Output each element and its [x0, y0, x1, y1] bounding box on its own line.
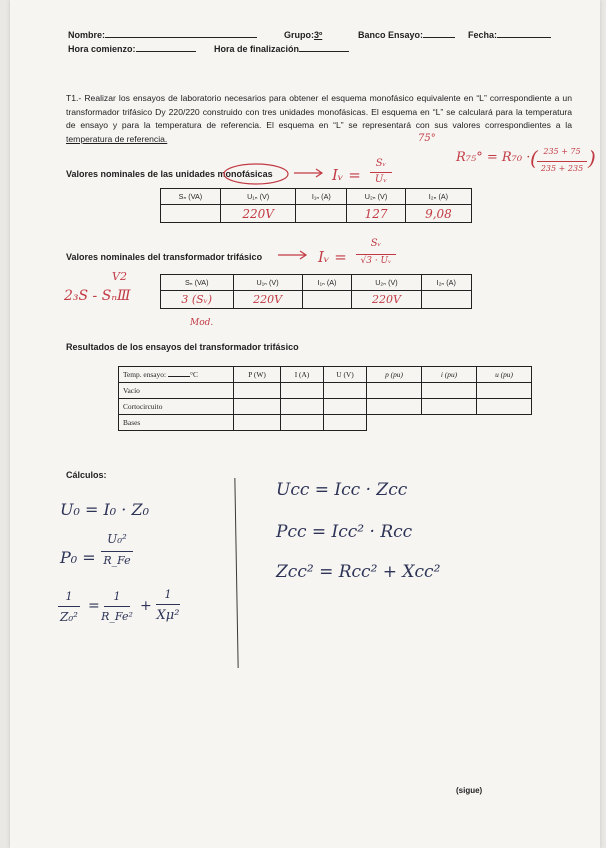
- results-table: [118, 366, 532, 431]
- calc-left-eq2-num: U₀²: [107, 532, 127, 546]
- tri-header-i1n: I₁ₙ (A): [302, 275, 352, 291]
- results-cell[interactable]: [234, 415, 281, 431]
- calc-left-eq3-c-num: 1: [164, 588, 172, 601]
- iv-tri-num: Sᵥ: [370, 238, 382, 249]
- results-header-u-pu: u (pu): [477, 367, 532, 383]
- calc-left-eq3-a-bar: [58, 606, 80, 607]
- nombre-label: Nombre:: [68, 30, 257, 40]
- grupo-value: 3º: [314, 30, 323, 40]
- tri-cell-i2n[interactable]: [421, 291, 471, 309]
- tri-section-title: Valores nominales del transformador trifásico: [66, 252, 263, 262]
- handwritten-temp-note: 75°: [418, 133, 436, 144]
- side-note: 2₃S - SₙⅢ: [64, 288, 131, 304]
- r75-numerator: 235 + 75: [543, 147, 581, 156]
- iv-mono-den: Uᵥ: [374, 174, 388, 185]
- temp-ensayo-cell[interactable]: Temp. ensayo: °C: [119, 367, 234, 383]
- sigue-note: (sigue): [456, 786, 483, 795]
- tri-cell-u1n[interactable]: 220V: [233, 291, 302, 309]
- circle-annotation-monofasicas: [222, 162, 290, 186]
- calc-right-eq3: Zcc² = Rcc² + Xcc²: [276, 562, 441, 582]
- results-cell[interactable]: [477, 383, 532, 399]
- results-header-p-pu: p (pu): [367, 367, 422, 383]
- arrow-icon: [292, 166, 326, 180]
- results-cell[interactable]: [422, 399, 477, 415]
- calculos-label: Cálculos:: [66, 470, 107, 480]
- mono-cell-u2n[interactable]: 127: [347, 205, 406, 223]
- tri-header-u1n: U₁ₙ (V): [233, 275, 302, 291]
- results-header-i: I (A): [281, 367, 324, 383]
- fecha-label: Fecha:: [468, 30, 551, 40]
- mono-header-u2n: U₂ₙ (V): [347, 189, 406, 205]
- results-cell[interactable]: [477, 399, 532, 415]
- mono-cell-sn[interactable]: [161, 205, 221, 223]
- calc-left-eq2-bar: [101, 551, 133, 552]
- side-note-top: V2: [112, 270, 127, 283]
- results-header-i-pu: i (pu): [422, 367, 477, 383]
- calc-left-eq1: U₀ = I₀ · Z₀: [60, 500, 149, 519]
- tri-cell-i1n[interactable]: [302, 291, 352, 309]
- mono-header-sn: Sₙ (VA): [161, 189, 221, 205]
- results-cell[interactable]: [324, 399, 367, 415]
- calc-left-eq2-den: R_Fe: [103, 554, 131, 567]
- results-cell[interactable]: [324, 383, 367, 399]
- calc-left-eq3-plus: +: [140, 598, 152, 614]
- tri-cell-u2n[interactable]: 220V: [352, 291, 421, 309]
- results-cell[interactable]: [422, 383, 477, 399]
- grupo-label: Grupo:3º: [284, 30, 348, 40]
- mono-cell-i2n[interactable]: 9,08: [405, 205, 471, 223]
- results-section-title: Resultados de los ensayos del transformador trifásico: [66, 342, 299, 352]
- r75-fraction-bar: [537, 161, 587, 162]
- r75-close-paren: ): [588, 146, 596, 170]
- tri-header-sn: Sₙ (VA): [161, 275, 234, 291]
- results-cell[interactable]: [367, 383, 422, 399]
- mono-header-i2n: I₂ₙ (A): [405, 189, 471, 205]
- mono-section-title: Valores nominales de las unidades monofásicas: [66, 169, 273, 179]
- iv-mono-lhs: Iᵥ =: [332, 166, 361, 184]
- results-cell[interactable]: [234, 399, 281, 415]
- mono-header-i1n: I₁ₙ (A): [296, 189, 347, 205]
- tri-header-i2n: I₂ₙ (A): [421, 275, 471, 291]
- r75-denominator: 235 + 235: [540, 164, 584, 173]
- results-cell[interactable]: [367, 399, 422, 415]
- r75-formula-lhs: R₇₅° = R₇₀ ·: [456, 150, 531, 165]
- results-row-vacio: Vacío: [119, 383, 234, 399]
- iv-mono-fraction-bar: [370, 172, 392, 173]
- mod-note: Mod.: [190, 318, 214, 328]
- iv-mono-num: Sᵥ: [375, 158, 387, 169]
- calc-left-eq3-a-den: Z₀²: [60, 610, 78, 624]
- results-cell[interactable]: [234, 383, 281, 399]
- results-cell[interactable]: [281, 383, 324, 399]
- banco-ensayo-label: Banco Ensayo:: [358, 30, 455, 40]
- calc-left-eq3-equals: =: [88, 598, 100, 614]
- tri-cell-sn[interactable]: 3 (Sᵥ): [161, 291, 234, 309]
- r75-open-paren: (: [530, 146, 538, 170]
- tri-nominal-table: [160, 274, 472, 309]
- mono-cell-u1n[interactable]: 220V: [220, 205, 296, 223]
- iv-tri-fraction-bar: [356, 254, 396, 255]
- results-header-p: P (W): [234, 367, 281, 383]
- hora-comienzo-label: Hora comienzo:: [68, 44, 196, 54]
- hora-finalizacion-label: Hora de finalización: [214, 44, 349, 54]
- calc-left-eq3-b-num: 1: [113, 590, 121, 603]
- calc-left-eq3-c-den: Xμ²: [156, 608, 180, 623]
- calc-right-eq1: Ucc = Icc · Zcc: [276, 480, 408, 500]
- mono-header-u1n: U₁ₙ (V): [220, 189, 296, 205]
- results-header-u: U (V): [324, 367, 367, 383]
- calc-left-eq3-a-num: 1: [65, 590, 73, 603]
- calc-left-eq3-b-bar: [104, 606, 130, 607]
- tri-header-u2n: U₂ₙ (V): [352, 275, 421, 291]
- calc-right-eq2: Pcc = Icc² · Rcc: [276, 522, 413, 542]
- results-cell[interactable]: [281, 415, 324, 431]
- calc-left-eq2-lhs: P₀ =: [60, 548, 96, 567]
- task-description: T1.- Realizar los ensayos de laboratorio necesarios para obtener el esquema monofásico equivalente en “L” correspondiente a un transformador trifásico Dy 220/220 construido con tres unidades monofásicas. El esquema en “L” se calculará para la temperatura de ensayo y para la temperatura de referencia. El esquema en “L” se representará con sus valores correspondientes a la temperatura de referencia.: [66, 93, 572, 144]
- calc-left-eq3-b-den: R_Fe²: [101, 610, 133, 623]
- iv-tri-lhs: Iᵥ =: [318, 248, 347, 266]
- iv-tri-den: √3 · Uᵥ: [360, 256, 392, 266]
- results-cell[interactable]: [324, 415, 367, 431]
- arrow-icon: [276, 248, 310, 262]
- mono-cell-i1n[interactable]: [296, 205, 347, 223]
- calc-left-eq3-c-bar: [156, 604, 180, 605]
- results-row-cortocircuito: Cortocircuito: [119, 399, 234, 415]
- mono-nominal-table: [160, 188, 472, 223]
- results-cell[interactable]: [281, 399, 324, 415]
- results-row-bases: Bases: [119, 415, 234, 431]
